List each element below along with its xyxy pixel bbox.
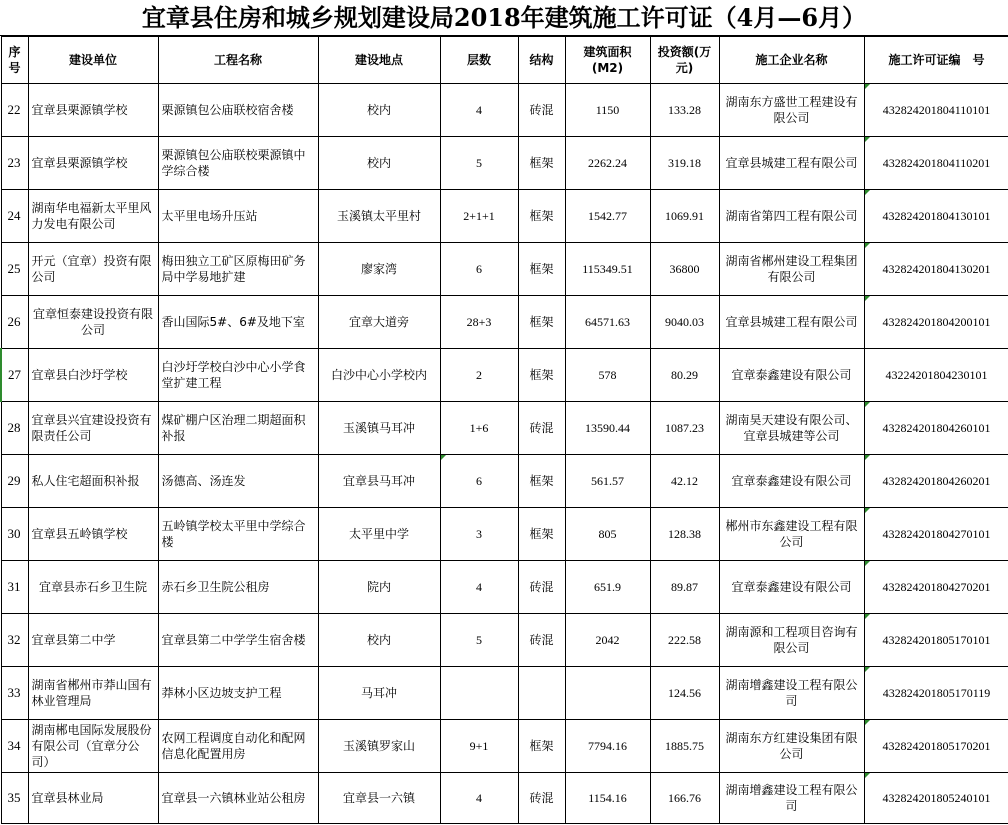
header-structure: 结构 xyxy=(518,37,565,84)
cell-project: 栗源镇包公庙联校宿舍楼 xyxy=(158,84,318,137)
header-area: 建筑面积(M2) xyxy=(565,37,650,84)
table-row[interactable] xyxy=(1,508,1008,561)
cell-area: 2262.24 xyxy=(565,137,650,190)
cell-location: 校内 xyxy=(318,137,440,190)
cell-unit: 宜章县白沙圩学校 xyxy=(28,349,158,402)
cell-investment: 1885.75 xyxy=(650,720,719,773)
cell-unit: 宜章县林业局 xyxy=(28,773,158,824)
cell-area: 561.57 xyxy=(565,455,650,508)
cell-seq: 25 xyxy=(1,243,28,296)
table-row[interactable] xyxy=(1,84,1008,137)
cell-area: 13590.44 xyxy=(565,402,650,455)
cell-structure: 砖混 xyxy=(518,773,565,824)
table-row[interactable] xyxy=(1,667,1008,720)
cell-contractor: 湖南昊天建设有限公司、宜章县城建等公司 xyxy=(719,402,864,455)
cell-location: 白沙中心小学校内 xyxy=(318,349,440,402)
table-row[interactable] xyxy=(1,349,1008,402)
cell-location: 宜章县一六镇 xyxy=(318,773,440,824)
cell-permit: 432824201805170119 xyxy=(864,667,1008,720)
cell-location: 玉溪镇马耳冲 xyxy=(318,402,440,455)
cell-project: 五岭镇学校太平里中学综合楼 xyxy=(158,508,318,561)
cell-seq: 33 xyxy=(1,667,28,720)
cell-unit: 宜章恒泰建设投资有限公司 xyxy=(28,296,158,349)
cell-contractor: 湖南增鑫建设工程有限公司 xyxy=(719,667,864,720)
cell-unit: 宜章县赤石乡卫生院 xyxy=(28,561,158,614)
cell-unit: 宜章县五岭镇学校 xyxy=(28,508,158,561)
cell-project: 宜章县一六镇林业站公租房 xyxy=(158,773,318,824)
cell-contractor: 湖南省郴州建设工程集团有限公司 xyxy=(719,243,864,296)
cell-contractor: 湖南东方盛世工程建设有限公司 xyxy=(719,84,864,137)
table-row[interactable] xyxy=(1,773,1008,824)
cell-structure: 框架 xyxy=(518,137,565,190)
cell-contractor: 湖南东方红建设集团有限公司 xyxy=(719,720,864,773)
cell-seq: 35 xyxy=(1,773,28,824)
cell-area xyxy=(565,667,650,720)
cell-permit: 432824201804200101 xyxy=(864,296,1008,349)
cell-permit: 432824201805240101 xyxy=(864,773,1008,824)
header-seq: 序号 xyxy=(1,37,28,84)
cell-location: 马耳冲 xyxy=(318,667,440,720)
cell-structure: 框架 xyxy=(518,296,565,349)
cell-area: 1154.16 xyxy=(565,773,650,824)
cell-structure: 框架 xyxy=(518,190,565,243)
cell-structure: 框架 xyxy=(518,243,565,296)
cell-permit: 432824201804130101 xyxy=(864,190,1008,243)
cell-structure: 砖混 xyxy=(518,614,565,667)
cell-location: 校内 xyxy=(318,614,440,667)
cell-location: 玉溪镇太平里村 xyxy=(318,190,440,243)
cell-investment: 166.76 xyxy=(650,773,719,824)
cell-floors: 5 xyxy=(440,614,518,667)
header-project: 工程名称 xyxy=(158,37,318,84)
cell-seq: 31 xyxy=(1,561,28,614)
cell-floors: 4 xyxy=(440,773,518,824)
cell-structure: 框架 xyxy=(518,455,565,508)
cell-structure: 框架 xyxy=(518,508,565,561)
cell-permit: 43224201804230101 xyxy=(864,349,1008,402)
header-contractor: 施工企业名称 xyxy=(719,37,864,84)
cell-seq: 28 xyxy=(1,402,28,455)
cell-seq: 23 xyxy=(1,137,28,190)
table-row[interactable] xyxy=(1,614,1008,667)
cell-unit: 宜章县栗源镇学校 xyxy=(28,137,158,190)
cell-contractor: 湖南源和工程项目咨询有限公司 xyxy=(719,614,864,667)
cell-area: 7794.16 xyxy=(565,720,650,773)
table-row[interactable] xyxy=(1,402,1008,455)
cell-area: 115349.51 xyxy=(565,243,650,296)
cell-permit: 432824201804110201 xyxy=(864,137,1008,190)
cell-investment: 319.18 xyxy=(650,137,719,190)
cell-structure: 框架 xyxy=(518,720,565,773)
cell-floors xyxy=(440,667,518,720)
cell-structure: 砖混 xyxy=(518,84,565,137)
cell-floors: 2 xyxy=(440,349,518,402)
cell-project: 赤石乡卫生院公租房 xyxy=(158,561,318,614)
cell-floors: 6 xyxy=(440,243,518,296)
cell-investment: 1069.91 xyxy=(650,190,719,243)
cell-seq: 34 xyxy=(1,720,28,773)
cell-permit: 432824201804270201 xyxy=(864,561,1008,614)
cell-investment: 222.58 xyxy=(650,614,719,667)
cell-seq: 29 xyxy=(1,455,28,508)
cell-investment: 133.28 xyxy=(650,84,719,137)
cell-seq: 26 xyxy=(1,296,28,349)
permit-table xyxy=(0,36,1008,824)
cell-project: 莽林小区边坡支护工程 xyxy=(158,667,318,720)
table-row[interactable] xyxy=(1,561,1008,614)
cell-project: 香山国际5#、6#及地下室 xyxy=(158,296,318,349)
cell-area: 2042 xyxy=(565,614,650,667)
cell-investment: 36800 xyxy=(650,243,719,296)
cell-unit: 湖南省郴州市莽山国有林业管理局 xyxy=(28,667,158,720)
cell-investment: 124.56 xyxy=(650,667,719,720)
cell-area: 64571.63 xyxy=(565,296,650,349)
cell-seq: 24 xyxy=(1,190,28,243)
cell-project: 梅田独立工矿区原梅田矿务局中学易地扩建 xyxy=(158,243,318,296)
cell-location: 玉溪镇罗家山 xyxy=(318,720,440,773)
cell-investment: 128.38 xyxy=(650,508,719,561)
cell-project: 煤矿棚户区治理二期超面积补报 xyxy=(158,402,318,455)
header-location: 建设地点 xyxy=(318,37,440,84)
cell-floors: 4 xyxy=(440,84,518,137)
cell-permit: 432824201804130201 xyxy=(864,243,1008,296)
cell-permit: 432824201805170101 xyxy=(864,614,1008,667)
cell-location: 廖家湾 xyxy=(318,243,440,296)
cell-area: 651.9 xyxy=(565,561,650,614)
cell-area: 578 xyxy=(565,349,650,402)
cell-project: 白沙圩学校白沙中心小学食堂扩建工程 xyxy=(158,349,318,402)
cell-permit: 432824201805170201 xyxy=(864,720,1008,773)
cell-unit: 私人住宅超面积补报 xyxy=(28,455,158,508)
cell-location: 宜章大道旁 xyxy=(318,296,440,349)
cell-floors: 28+3 xyxy=(440,296,518,349)
cell-structure: 框架 xyxy=(518,349,565,402)
cell-project: 栗源镇包公庙联校栗源镇中学综合楼 xyxy=(158,137,318,190)
cell-contractor: 郴州市东鑫建设工程有限公司 xyxy=(719,508,864,561)
header-row xyxy=(1,37,1008,84)
cell-unit: 开元（宜章）投资有限公司 xyxy=(28,243,158,296)
cell-structure: 砖混 xyxy=(518,561,565,614)
cell-investment: 89.87 xyxy=(650,561,719,614)
cell-contractor: 湖南增鑫建设工程有限公司 xyxy=(719,773,864,824)
header-floors: 层数 xyxy=(440,37,518,84)
table-row[interactable] xyxy=(1,455,1008,508)
cell-project: 汤德高、汤连发 xyxy=(158,455,318,508)
cell-seq: 22 xyxy=(1,84,28,137)
cell-floors: 1+6 xyxy=(440,402,518,455)
cell-contractor: 湖南省第四工程有限公司 xyxy=(719,190,864,243)
cell-location: 宜章县马耳冲 xyxy=(318,455,440,508)
cell-permit: 432824201804110101 xyxy=(864,84,1008,137)
cell-seq: 32 xyxy=(1,614,28,667)
cell-area: 805 xyxy=(565,508,650,561)
cell-structure xyxy=(518,667,565,720)
cell-permit: 432824201804260201 xyxy=(864,455,1008,508)
cell-contractor: 宜章泰鑫建设有限公司 xyxy=(719,561,864,614)
header-unit: 建设单位 xyxy=(28,37,158,84)
cell-permit: 432824201804260101 xyxy=(864,402,1008,455)
cell-investment: 42.12 xyxy=(650,455,719,508)
cell-investment: 1087.23 xyxy=(650,402,719,455)
cell-contractor: 宜章县城建工程有限公司 xyxy=(719,296,864,349)
cell-location: 太平里中学 xyxy=(318,508,440,561)
cell-location: 校内 xyxy=(318,84,440,137)
cell-unit: 宜章县栗源镇学校 xyxy=(28,84,158,137)
table-row[interactable] xyxy=(1,720,1008,773)
cell-permit: 432824201804270101 xyxy=(864,508,1008,561)
cell-contractor: 宜章泰鑫建设有限公司 xyxy=(719,455,864,508)
cell-location: 院内 xyxy=(318,561,440,614)
cell-structure: 砖混 xyxy=(518,402,565,455)
header-permit: 施工许可证编 号 xyxy=(864,37,1008,84)
cell-floors: 6 xyxy=(440,455,518,508)
page-title: 宜章县住房和城乡规划建设局2018年建筑施工许可证（4月—6月） xyxy=(0,0,1008,36)
cell-floors: 4 xyxy=(440,561,518,614)
cell-floors: 5 xyxy=(440,137,518,190)
cell-contractor: 宜章泰鑫建设有限公司 xyxy=(719,349,864,402)
cell-area: 1542.77 xyxy=(565,190,650,243)
cell-floors: 3 xyxy=(440,508,518,561)
cell-project: 太平里电场升压站 xyxy=(158,190,318,243)
table-row[interactable] xyxy=(1,296,1008,349)
cell-unit: 宜章县第二中学 xyxy=(28,614,158,667)
cell-project: 宜章县第二中学学生宿舍楼 xyxy=(158,614,318,667)
table-row[interactable] xyxy=(1,190,1008,243)
cell-investment: 80.29 xyxy=(650,349,719,402)
cell-floors: 9+1 xyxy=(440,720,518,773)
cell-unit: 宜章县兴宜建设投资有限责任公司 xyxy=(28,402,158,455)
cell-floors: 2+1+1 xyxy=(440,190,518,243)
cell-seq: 30 xyxy=(1,508,28,561)
cell-area: 1150 xyxy=(565,84,650,137)
cell-seq: 27 xyxy=(1,349,28,402)
cell-unit: 湖南华电福新太平里风力发电有限公司 xyxy=(28,190,158,243)
cell-unit: 湖南郴电国际发展股份有限公司（宜章分公司） xyxy=(28,720,158,773)
header-investment: 投资额(万元) xyxy=(650,37,719,84)
table-row[interactable] xyxy=(1,243,1008,296)
cell-contractor: 宜章县城建工程有限公司 xyxy=(719,137,864,190)
table-row[interactable] xyxy=(1,137,1008,190)
cell-investment: 9040.03 xyxy=(650,296,719,349)
cell-project: 农网工程调度自动化和配网信息化配置用房 xyxy=(158,720,318,773)
